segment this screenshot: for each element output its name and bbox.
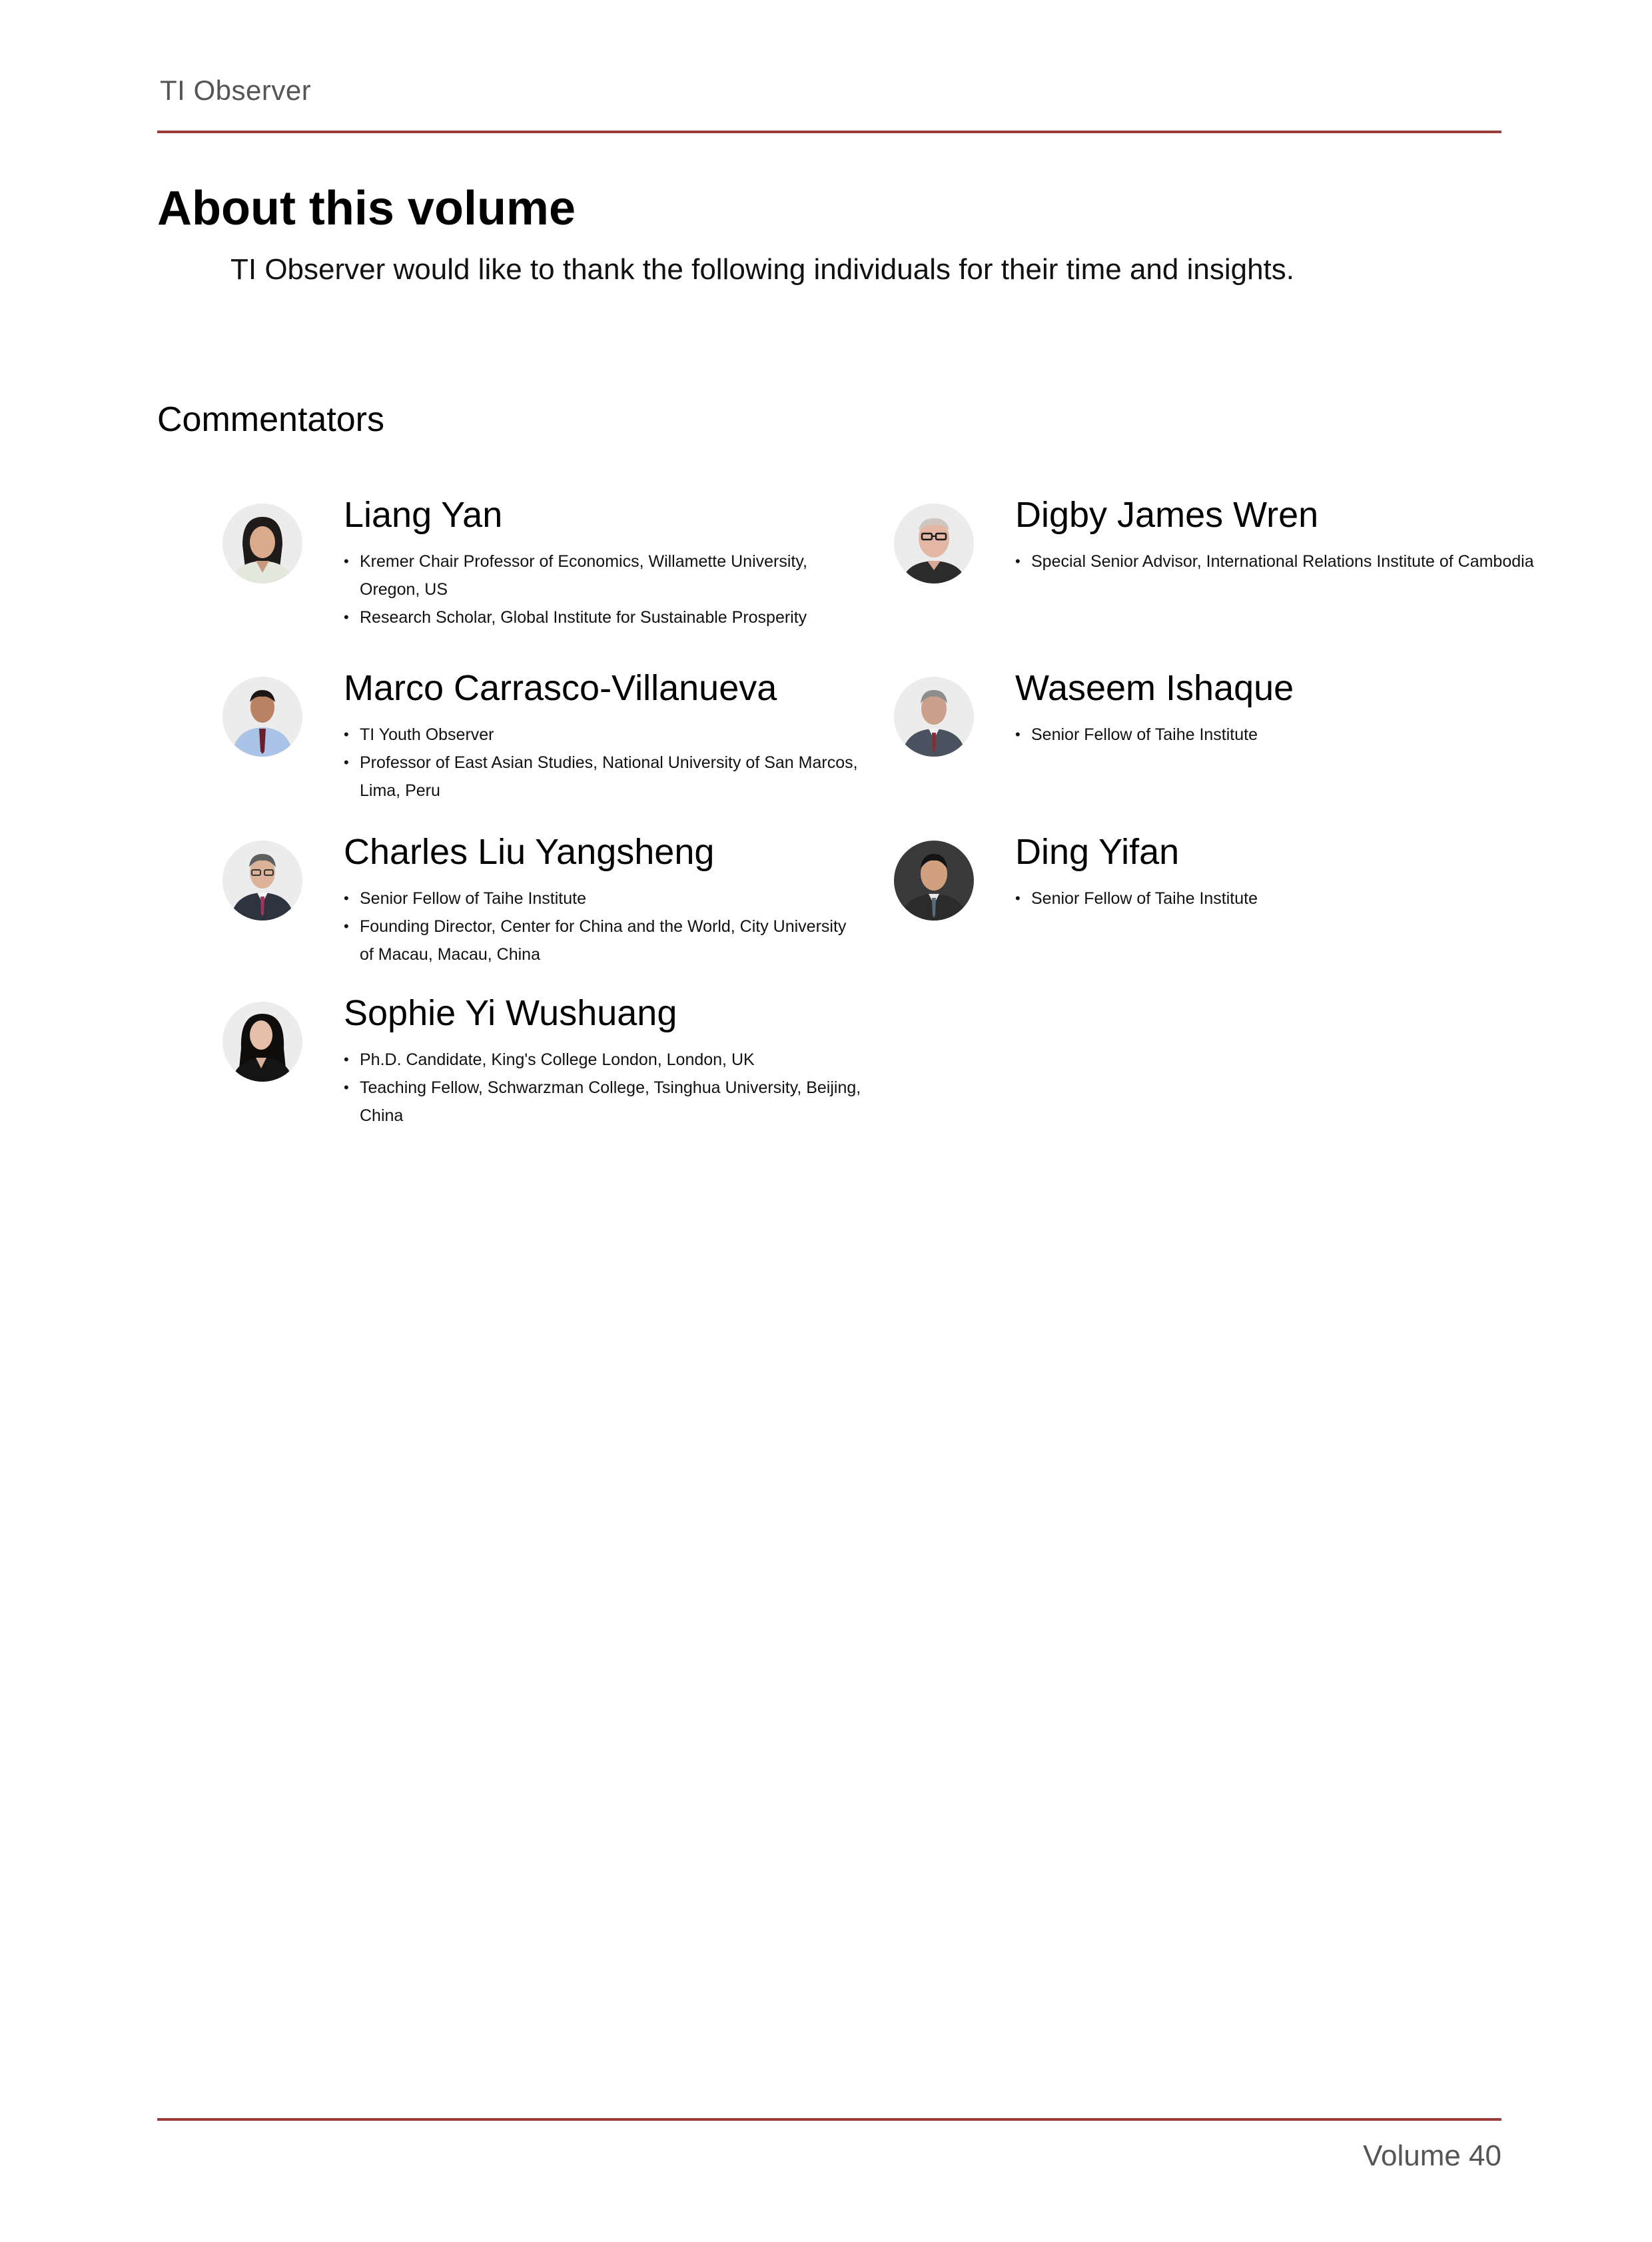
role-item: • Research Scholar, Global Institute for Sustainable Prosperity xyxy=(344,603,863,631)
section-heading: Commentators xyxy=(157,400,384,439)
role-item: • Senior Fellow of Taihe Institute xyxy=(1015,721,1535,749)
publication-title: TI Observer xyxy=(160,75,312,106)
commentator-name: Liang Yan xyxy=(344,495,503,535)
volume-number: Volume 40 xyxy=(1363,2139,1501,2172)
intro-text: TI Observer would like to thank the following individuals for their time and insights. xyxy=(230,253,1294,286)
role-item: • Kremer Chair Professor of Economics, Willamette University, Oregon, US xyxy=(344,548,863,603)
role-list xyxy=(344,721,863,805)
commentator-name: Marco Carrasco-Villanueva xyxy=(344,668,777,708)
role-list xyxy=(1015,885,1535,913)
role-list xyxy=(344,1046,863,1130)
commentator-name: Waseem Ishaque xyxy=(1015,668,1294,708)
commentator-name: Sophie Yi Wushuang xyxy=(344,993,677,1033)
avatar xyxy=(222,841,302,921)
role-item: • Professor of East Asian Studies, National University of San Marcos, Lima, Peru xyxy=(344,749,863,805)
role-list xyxy=(344,885,863,968)
commentator-name: Charles Liu Yangsheng xyxy=(344,832,715,872)
role-item: • Senior Fellow of Taihe Institute xyxy=(1015,885,1535,913)
avatar xyxy=(894,677,974,757)
commentator-name: Ding Yifan xyxy=(1015,832,1180,872)
role-list xyxy=(1015,721,1535,749)
avatar xyxy=(894,504,974,583)
role-item: • TI Youth Observer xyxy=(344,721,863,749)
role-item: • Ph.D. Candidate, King's College London, London, UK xyxy=(344,1046,863,1074)
role-item: • Senior Fellow of Taihe Institute xyxy=(344,885,863,913)
role-item: • Founding Director, Center for China and the World, City University of Macau, Macau, China xyxy=(344,913,863,968)
avatar xyxy=(894,841,974,921)
role-item: • Teaching Fellow, Schwarzman College, Tsinghua University, Beijing, China xyxy=(344,1074,863,1130)
avatar xyxy=(222,677,302,757)
avatar xyxy=(222,504,302,583)
role-item: • Special Senior Advisor, International Relations Institute of Cambodia xyxy=(1015,548,1535,575)
footer-divider xyxy=(157,2118,1501,2121)
avatar xyxy=(222,1002,302,1082)
commentator-name: Digby James Wren xyxy=(1015,495,1319,535)
role-list xyxy=(1015,548,1535,575)
header-divider xyxy=(157,131,1501,133)
role-list xyxy=(344,548,863,631)
page-title: About this volume xyxy=(157,182,576,235)
